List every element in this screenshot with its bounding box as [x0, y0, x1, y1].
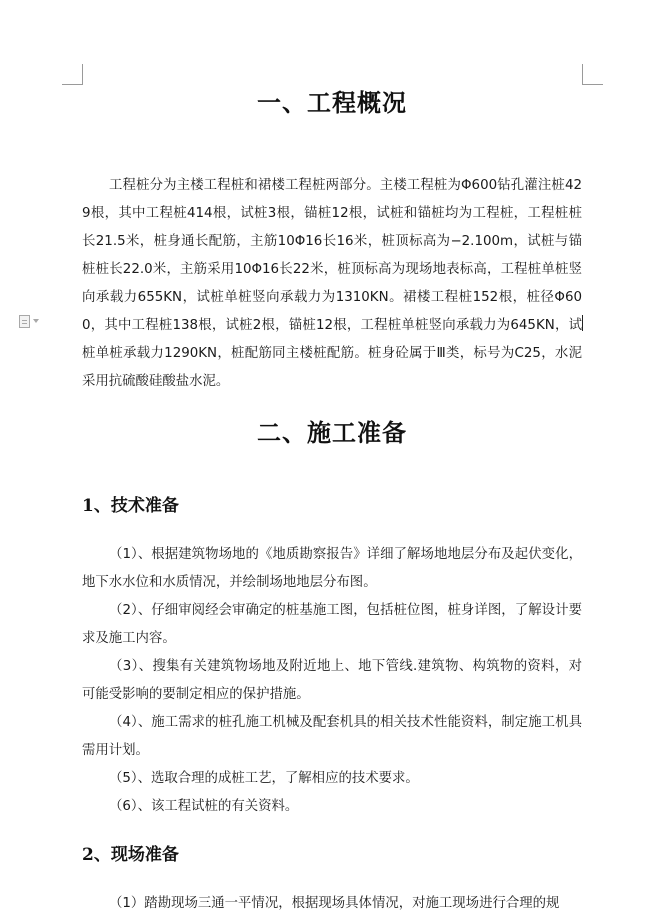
text-cursor	[582, 315, 583, 331]
subsection-heading-technical: 1、技术准备	[82, 496, 179, 516]
technical-item: （4）、施工需求的桩孔施工机械及配套机具的相关技术性能资料，制定施工机具需用计划。	[82, 715, 582, 758]
subsection-heading-site: 2、现场准备	[82, 845, 179, 865]
section-title-preparation: 二、施工准备	[257, 418, 407, 447]
technical-item: （1）、根据建筑物场地的《地质勘察报告》详细了解场地地层分布及起伏变化，地下水水位和水质情况，并绘制场地地层分布图。	[82, 547, 582, 590]
technical-item: （6）、该工程试桩的有关资料。	[109, 799, 299, 814]
paragraph-options-button[interactable]	[19, 313, 49, 329]
document-icon	[19, 315, 30, 328]
page-corner-mark-top-left	[62, 64, 83, 85]
overview-paragraph: 工程桩分为主楼工程桩和裙楼工程桩两部分。主楼工程桩为Φ600钻孔灌注桩429根，其中工程桩414根，试桩3根，锚桩12根，试桩和锚桩均为工程桩，工程桩桩长21.5米，桩身通长配筋，主筋10Φ16长16米，桩顶标高为−2.100m，试桩与锚桩桩长22.0米，主筋采用10Φ16长22米，桩顶标高为现场地表标高，工程桩单桩竖向承载力655KN，试桩单桩竖向承载力为1310KN。裙楼工程桩152根，桩径Φ600，其中工程桩138根，试桩2根，锚桩12根，工程桩单桩竖向承载力为645KN，试桩单桩承载力1290KN，桩配筋同主楼桩配筋。桩身砼属于Ⅲ类，标号为C25，水泥采用抗硫酸硅酸盐水泥。	[82, 178, 582, 389]
page-corner-mark-top-right	[582, 64, 603, 85]
technical-item: （5）、选取合理的成桩工艺，了解相应的技术要求。	[109, 771, 419, 786]
chevron-down-icon	[33, 319, 39, 323]
technical-item: （3）、搜集有关建筑物场地及附近地上、地下管线.建筑物、构筑物的资料，对可能受影响的要制定相应的保护措施。	[82, 659, 582, 702]
site-item: （1）踏勘现场三通一平情况，根据现场具体情况，对施工现场进行合理的规	[109, 896, 560, 911]
technical-item: （2）、仔细审阅经会审确定的桩基施工图，包括桩位图，桩身详图，了解设计要求及施工内容。	[82, 603, 582, 646]
section-title-overview: 一、工程概况	[257, 88, 407, 117]
